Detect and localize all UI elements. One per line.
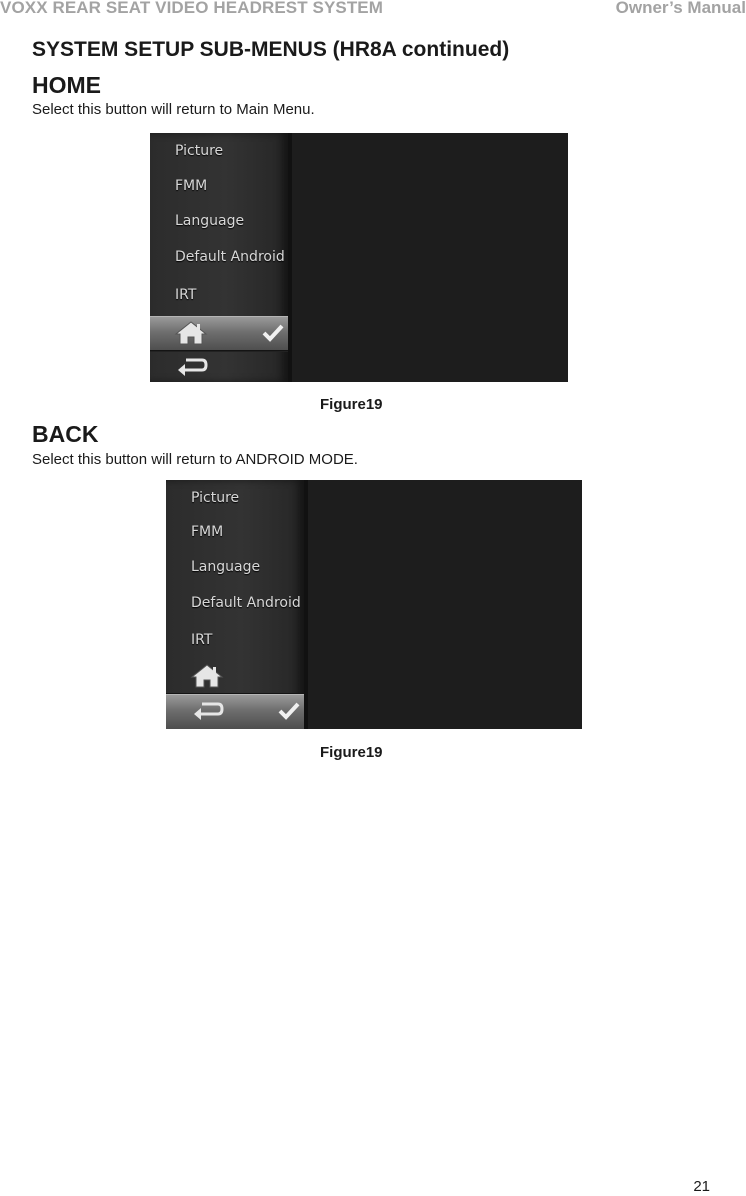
- menu-item-default-android[interactable]: Default Android: [175, 249, 285, 265]
- menu-item-fmm[interactable]: FMM: [175, 178, 208, 194]
- menu-item-default-android[interactable]: Default Android: [191, 595, 301, 611]
- menu-item-fmm[interactable]: FMM: [191, 524, 224, 540]
- page-number: 21: [693, 1178, 710, 1195]
- home-description: Select this button will return to Main Menu.: [32, 101, 315, 118]
- home-button[interactable]: [166, 660, 304, 694]
- settings-menu-panel: [150, 133, 292, 382]
- back-arrow-icon: [192, 701, 224, 721]
- home-icon: [190, 663, 224, 689]
- home-icon: [174, 320, 208, 346]
- home-figure-caption: Figure19: [320, 396, 383, 413]
- back-figure-screenshot: [166, 480, 582, 729]
- check-icon: [278, 702, 300, 720]
- back-arrow-icon: [176, 357, 208, 377]
- back-button[interactable]: [166, 694, 304, 729]
- menu-item-irt[interactable]: IRT: [175, 287, 197, 303]
- running-header-title: VOXX REAR SEAT VIDEO HEADREST SYSTEM: [0, 0, 384, 17]
- home-figure-screenshot: [150, 133, 568, 382]
- section-title: SYSTEM SETUP SUB-MENUS (HR8A continued): [32, 38, 510, 61]
- menu-item-irt[interactable]: IRT: [191, 632, 213, 648]
- check-icon: [262, 324, 284, 342]
- running-header-manual: Owner’s Manual: [615, 0, 746, 17]
- menu-item-picture[interactable]: Picture: [175, 143, 224, 159]
- menu-item-language[interactable]: Language: [191, 559, 261, 575]
- settings-menu-panel: [166, 480, 308, 729]
- back-button[interactable]: [150, 351, 288, 382]
- back-figure-caption: Figure19: [320, 744, 383, 761]
- back-heading: BACK: [32, 421, 99, 447]
- back-description: Select this button will return to ANDROID MODE.: [32, 451, 358, 468]
- home-button[interactable]: [150, 316, 288, 352]
- menu-item-picture[interactable]: Picture: [191, 490, 240, 506]
- menu-item-language[interactable]: Language: [175, 213, 245, 229]
- home-heading: HOME: [32, 72, 101, 98]
